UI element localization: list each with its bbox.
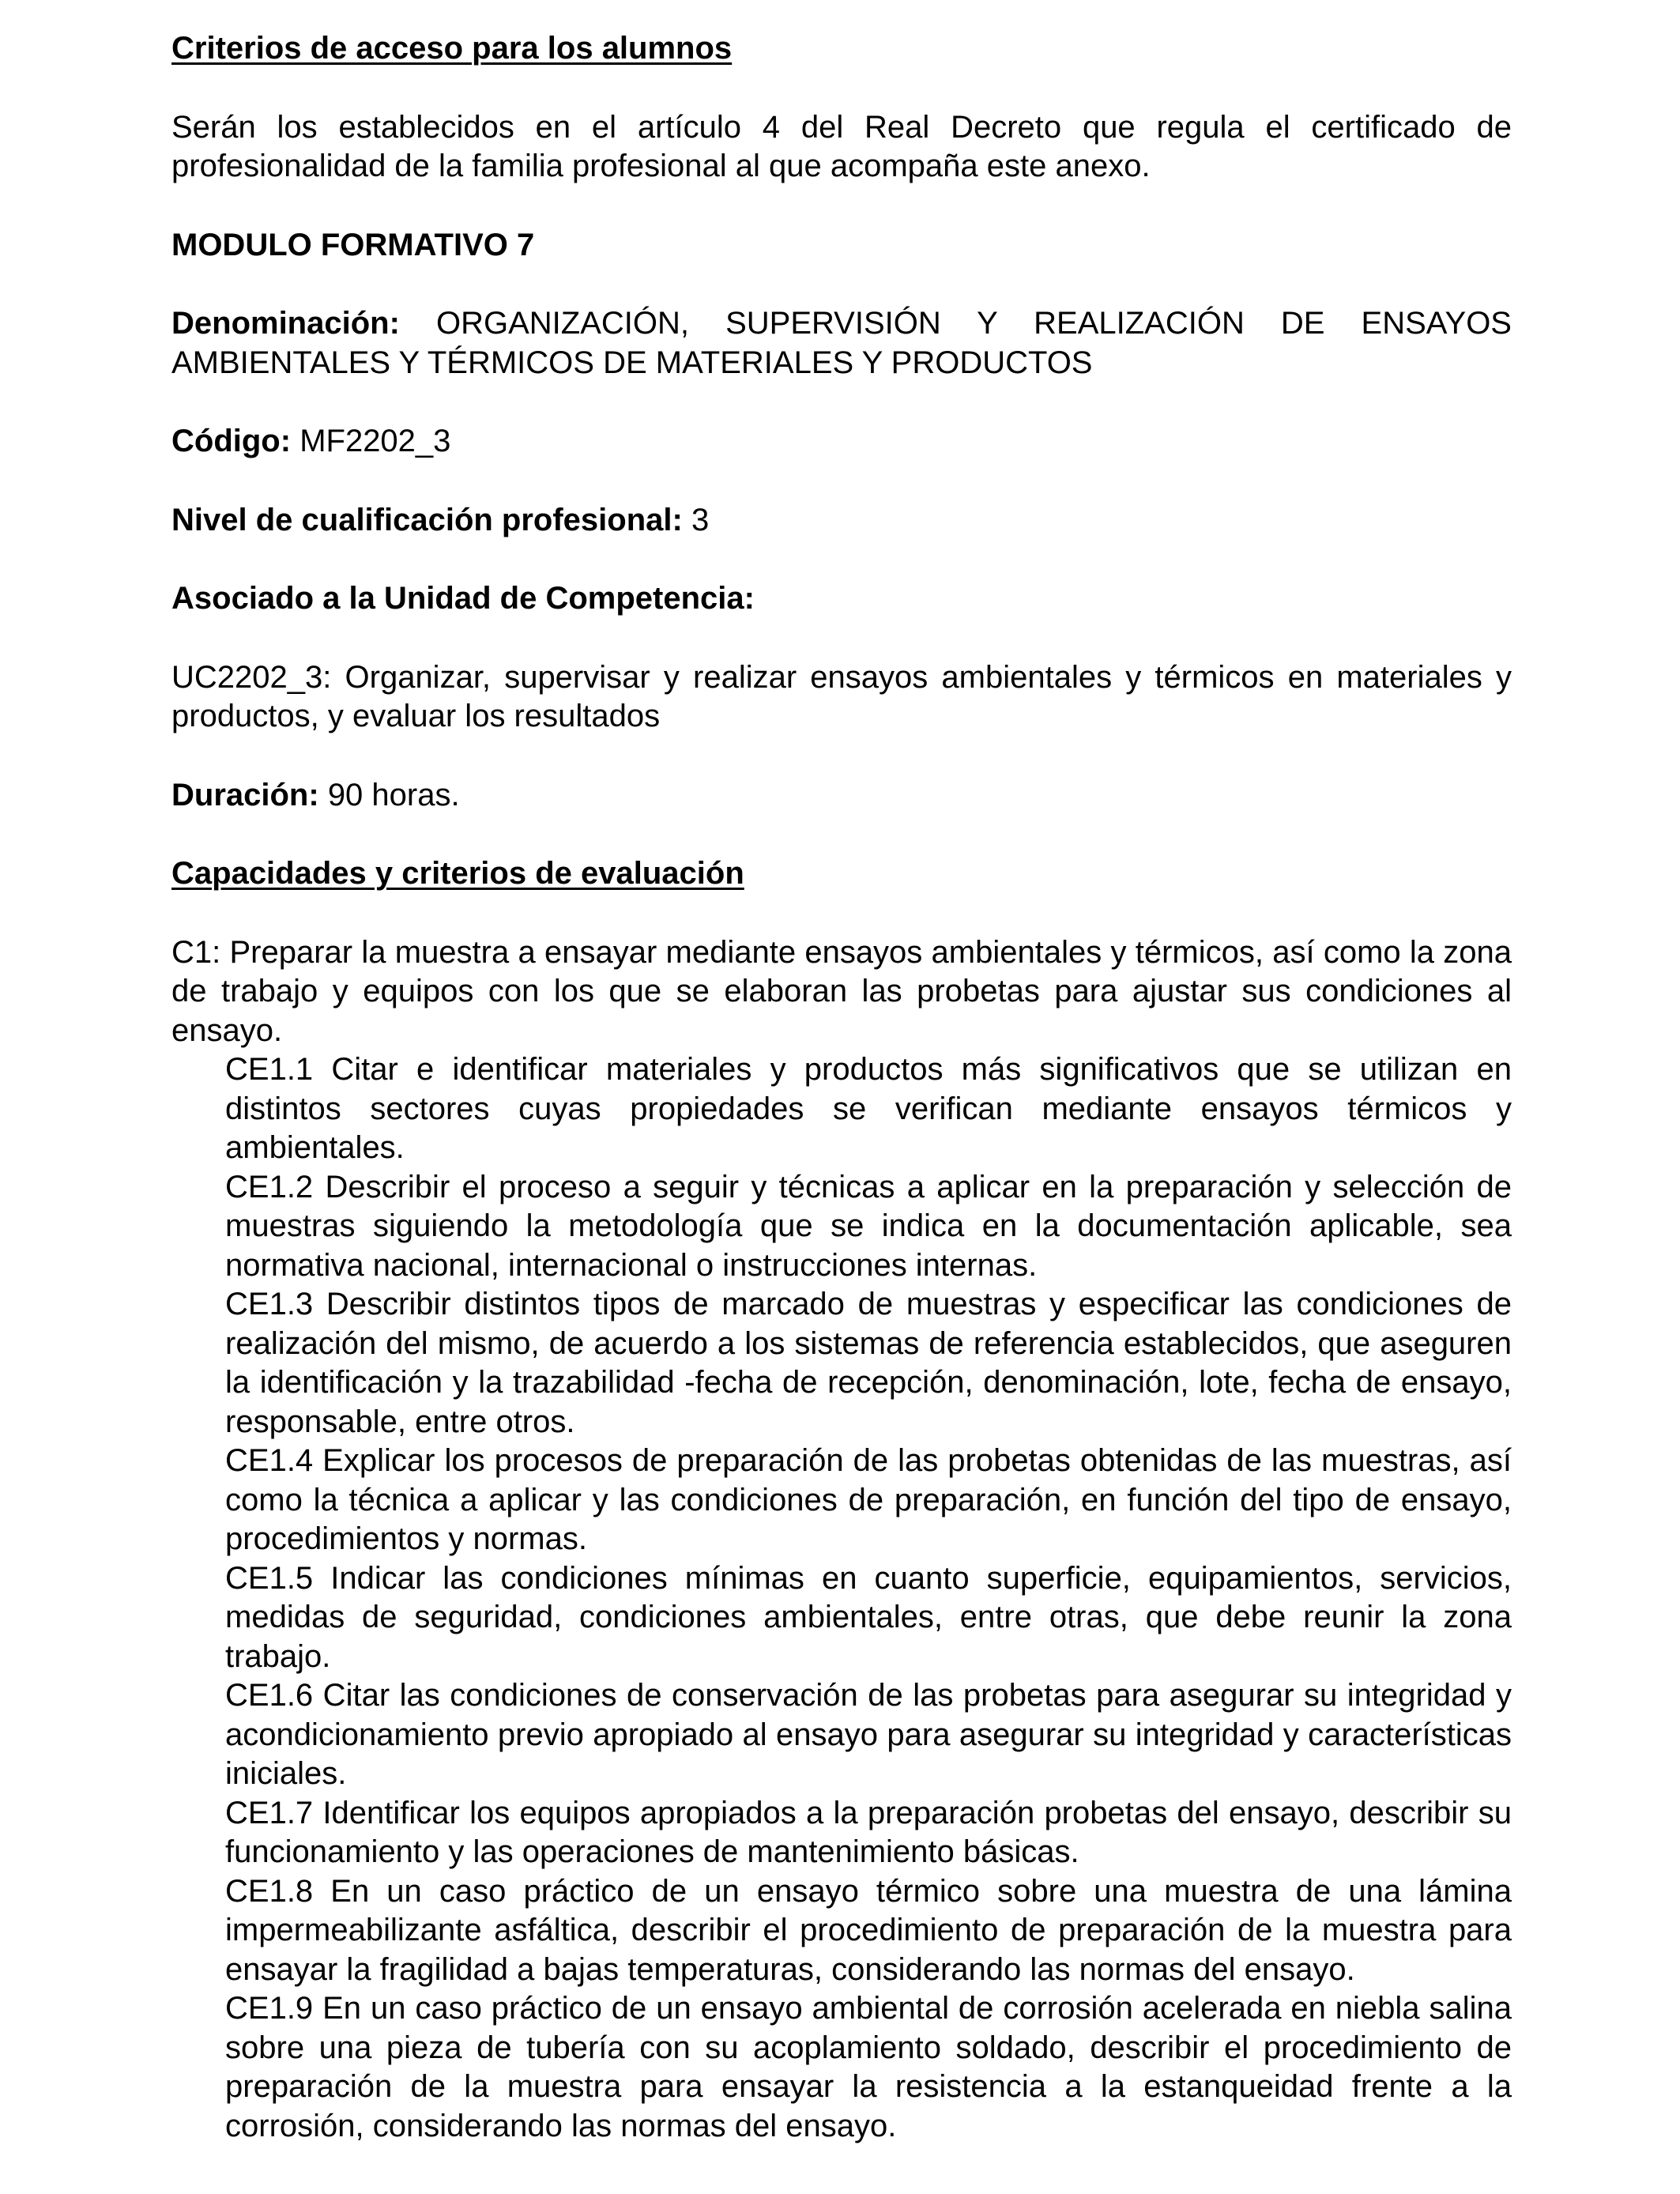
criterion-item: CE1.8 En un caso práctico de un ensayo térmico sobre una muestra de una lámina impermeabilizante asfáltica, describir el procedimiento de preparación de la muestra para ensayar la fragilidad a bajas temperaturas, considerando las normas del ensayo. [225,1873,1512,1987]
document-page [171,29,1512,2146]
criterion-item: CE1.5 Indicar las condiciones mínimas en cuanto superficie, equipamientos, servicios, medidas de seguridad, condiciones ambientales, entre otras, que debe reunir la zona trabajo. [225,1560,1512,1674]
criterion-item: CE1.2 Describir el proceso a seguir y técnicas a aplicar en la preparación y selección de muestras siguiendo la metodología que se indica en la documentación aplicable, sea normativa nacional, internacional o instrucciones internas. [225,1169,1512,1283]
capacity-c1: C1: Preparar la muestra a ensayar mediante ensayos ambientales y térmicos, así como la zona de trabajo y equipos con los que se elaboran las probetas para ajustar sus condiciones al ensayo. [171,934,1512,1048]
criterion-item: CE1.3 Describir distintos tipos de marcado de muestras y especificar las condiciones de realización del mismo, de acuerdo a los sistemas de referencia establecidos, que aseguren la identificación y la trazabilidad -fecha de recepción, denominación, lote, fecha de ensayo, responsable, entre otros. [225,1287,1512,1439]
codigo-row [171,422,1512,462]
criterion-item: CE1.7 Identificar los equipos apropiados a la preparación probetas del ensayo, describir su funcionamiento y las operaciones de mantenimiento básicas. [225,1795,1512,1869]
unidad-competencia-text: UC2202_3: Organizar, supervisar y realizar ensayos ambientales y térmicos en materiales y productos, y evaluar los resultados [171,659,1512,733]
duracion-label: Duración: [171,777,319,812]
criterion-item: CE1.4 Explicar los procesos de preparación de las probetas obtenidas de las muestras, así como la técnica a aplicar y las condiciones de preparación, en función del tipo de ensayo, procedimientos y normas. [225,1443,1512,1556]
asociado-label: Asociado a la Unidad de Competencia: [171,581,755,616]
nivel-label: Nivel de cualificación profesional: [171,502,683,537]
criterion-item: CE1.9 En un caso práctico de un ensayo ambiental de corrosión acelerada en niebla salina sobre una pieza de tubería con su acoplamiento soldado, describir el procedimiento de preparación de la muestra para ensayar la resistencia a la estanqueidad frente a la corrosión, considerando las normas del ensayo. [225,1991,1512,2143]
nivel-value: 3 [691,502,710,537]
capacidades-heading: Capacidades y criterios de evaluación [171,856,744,891]
codigo-label: Código: [171,424,292,458]
denominacion-label: Denominación: [171,306,400,341]
criterion-item: CE1.1 Citar e identificar materiales y productos más significativos que se utilizan en distintos sectores cuyas propiedades se verifican mediante ensayos térmicos y ambientales. [225,1052,1512,1165]
access-heading: Criterios de acceso para los alumnos [171,31,733,66]
duracion-row [171,776,1512,816]
duracion-value: 90 horas. [327,777,460,812]
nivel-row [171,501,1512,541]
access-paragraph: Serán los establecidos en el artículo 4 del Real Decreto que regula el certificado de profesionalidad de la familia profesional al que acompaña este anexo. [171,109,1512,183]
denominacion-row [171,304,1512,383]
module-title: MODULO FORMATIVO 7 [171,227,535,262]
denominacion-value: ORGANIZACIÓN, SUPERVISIÓN Y REALIZACIÓN DE ENSAYOS AMBIENTALES Y TÉRMICOS DE MATERIALES Y PRODUCTOS [171,306,1512,380]
codigo-value: MF2202_3 [299,424,451,458]
criterion-item: CE1.6 Citar las condiciones de conservación de las probetas para asegurar su integridad y acondicionamiento previo apropiado al ensayo para asegurar su integridad y características iniciales. [225,1678,1512,1791]
